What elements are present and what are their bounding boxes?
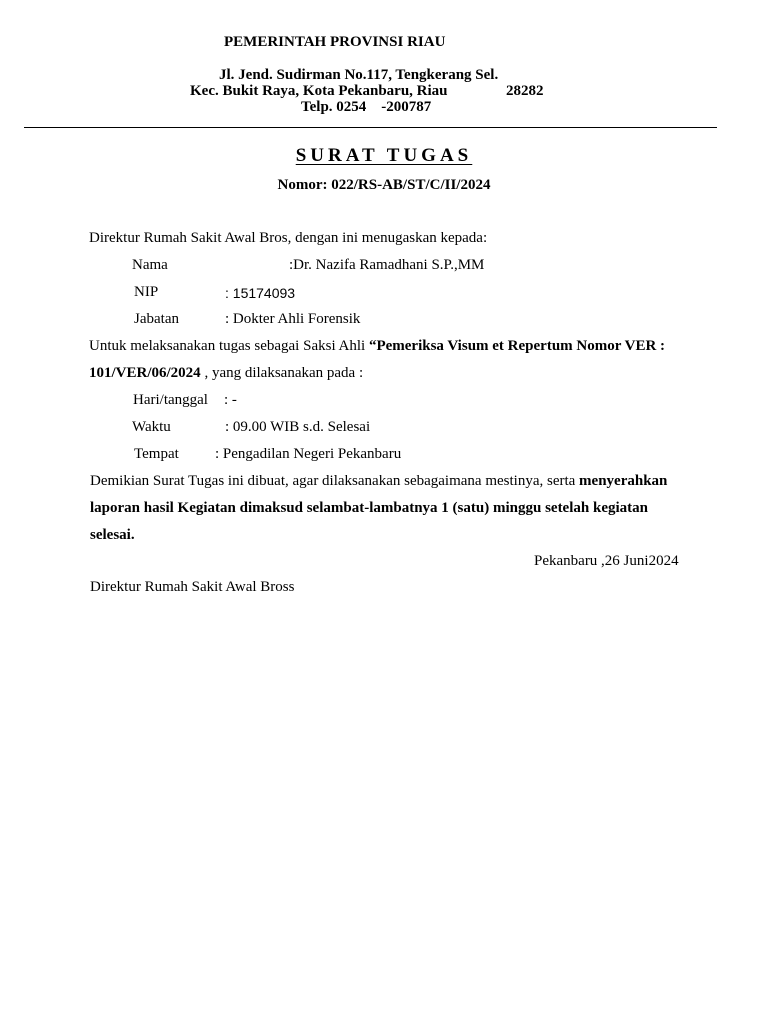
place-label: Tempat — [134, 446, 179, 462]
position-label: Jabatan — [134, 311, 179, 327]
closing-bold-1: menyerahkan — [579, 473, 668, 489]
time-label: Waktu — [132, 419, 171, 435]
closing-line-1 — [90, 472, 667, 490]
position-value: : Dokter Ahli Forensik — [225, 311, 361, 327]
place-value: : Pengadilan Negeri Pekanbaru — [215, 446, 402, 462]
day-value: : - — [224, 392, 237, 408]
closing-prefix: Demikian Surat Tugas ini dibuat, agar dilaksanakan sebagaimana mestinya, serta — [90, 473, 580, 489]
name-label: Nama — [132, 257, 168, 273]
nip-value: : 15174093 — [225, 285, 296, 301]
task-bold-1: “Pemeriksa Visum et Repertum Nomor VER : — [368, 338, 666, 354]
intro-text: Direktur Rumah Sakit Awal Bros, dengan ini menugaskan kepada: — [89, 230, 488, 246]
place-date: Pekanbaru ,26 Juni2024 — [534, 553, 679, 569]
letterhead-phone: Telp. 0254 -200787 — [301, 99, 432, 115]
document-title: SURAT TUGAS — [295, 145, 473, 166]
task-bold-2: 101/VER/06/2024 — [89, 365, 201, 381]
task-prefix: Untuk melaksanakan tugas sebagai Saksi Ahli — [89, 338, 369, 354]
letterhead-postal-code: 28282 — [506, 83, 544, 99]
letterhead-government: PEMERINTAH PROVINSI RIAU — [224, 34, 446, 50]
letterhead-divider — [24, 127, 717, 128]
day-label: Hari/tanggal — [133, 392, 208, 408]
task-suffix: , yang dilaksanakan pada : — [200, 365, 364, 381]
document-number: Nomor: 022/RS-AB/ST/C/II/2024 — [277, 177, 491, 193]
closing-line-3: selesai. — [90, 527, 135, 543]
letterhead-address-line2: Kec. Bukit Raya, Kota Pekanbaru, Riau — [190, 83, 448, 99]
letterhead-address-line1: Jl. Jend. Sudirman No.117, Tengkerang Sel. — [219, 67, 499, 83]
task-line-2 — [89, 364, 363, 382]
name-value: :Dr. Nazifa Ramadhani S.P.,MM — [289, 257, 485, 273]
closing-line-2: laporan hasil Kegiatan dimaksud selambat-lambatnya 1 (satu) minggu setelah kegiatan — [90, 500, 648, 516]
task-line-1 — [89, 337, 665, 355]
signatory: Direktur Rumah Sakit Awal Bross — [90, 579, 295, 595]
nip-label: NIP — [134, 284, 159, 300]
time-value: : 09.00 WIB s.d. Selesai — [225, 419, 371, 435]
